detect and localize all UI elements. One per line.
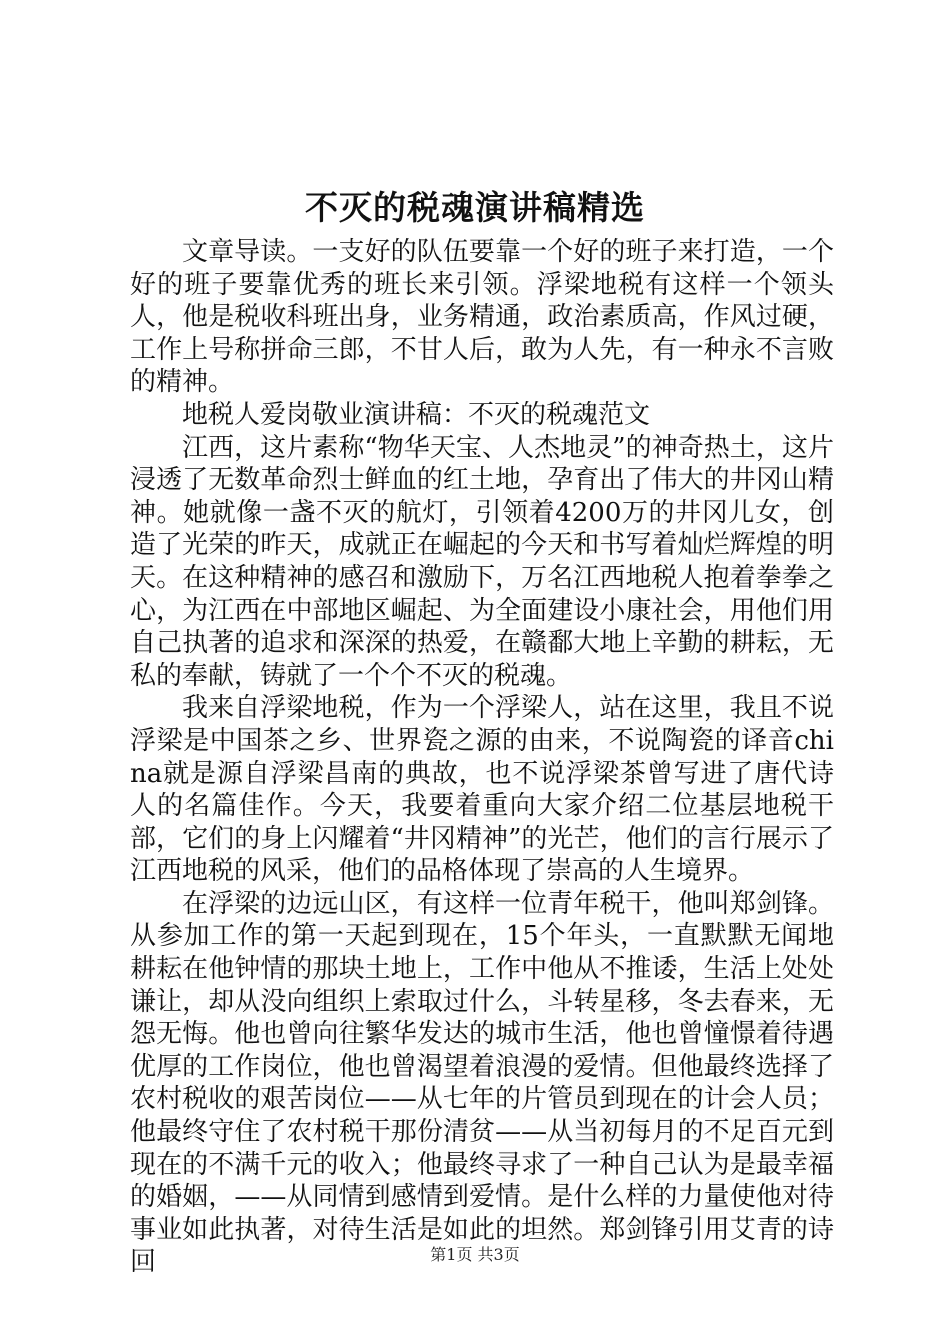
document-title: 不灭的税魂演讲稿精选 [305,188,645,227]
paragraph-zheng-jianfeng: 在浮梁的边远山区，有这样一位青年税干，他叫郑剑锋。从参加工作的第一天起到现在，15个年头，一直默默无闻地耕耘在他钟情的那块土地上，工作中他从不推诿，生活上处处谦让，却从没向组织上索取过什么，斗转星移，冬去春来，无怨无悔。他也曾向往繁华发达的城市生活，他也曾憧憬着待遇优厚的工作岗位，他也曾渴望着浪漫的爱情。但他最终选择了农村税收的艰苦岗位——从七年的片管员到现在的计会人员；他最终守住了农村税干那份清贫——从当初每月的不足百元到现在的不满千元的收入；他最终寻求了一种自己认为是最幸福的婚姻，——从同情到感情到爱情。是什么样的力量使他对待事业如此执著，对待生活是如此的坦然。郑剑锋引用艾青的诗回 [130,888,834,1278]
paragraph-intro: 文章导读。一支好的队伍要靠一个好的班子来打造，一个好的班子要靠优秀的班长来引领。浮梁地税有这样一个领头人，他是税收科班出身，业务精通，政治素质高，作风过硬，工作上号称拼命三郎，不甘人后，敢为人先，有一种永不言败的精神。 [130,237,834,398]
page-footer: 第1页 共3页 [430,1245,520,1264]
document-body [130,236,834,1279]
paragraph-jiangxi: 江西，这片素称“物华天宝、人杰地灵”的神奇热土，这片浸透了无数革命烈士鲜血的红土地，孕育出了伟大的井冈山精神。她就像一盏不灭的航灯，引领着4200万的井冈儿女，创造了光荣的昨天，成就正在崛起的今天和书写着灿烂辉煌的明天。在这种精神的感召和激励下，万名江西地税人抱着拳拳之心，为江西在中部地区崛起、为全面建设小康社会，用他们用自己执著的追求和深深的热爱，在赣鄱大地上辛勤的耕耘，无私的奉献，铸就了一个个不灭的税魂。 [130,432,834,691]
paragraph-fuliang: 我来自浮梁地税，作为一个浮梁人，站在这里，我且不说浮梁是中国茶之乡、世界瓷之源的由来，不说陶瓷的译音china就是源自浮梁昌南的典故，也不说浮梁茶曾写进了唐代诗人的名篇佳作。今天，我要着重向大家介绍二位基层地税干部，它们的身上闪耀着“井冈精神”的光芒，他们的言行展示了江西地税的风采，他们的品格体现了崇高的人生境界。 [130,693,834,887]
paragraph-subtitle: 地税人爱岗敬业演讲稿：不灭的税魂范文 [182,399,651,430]
